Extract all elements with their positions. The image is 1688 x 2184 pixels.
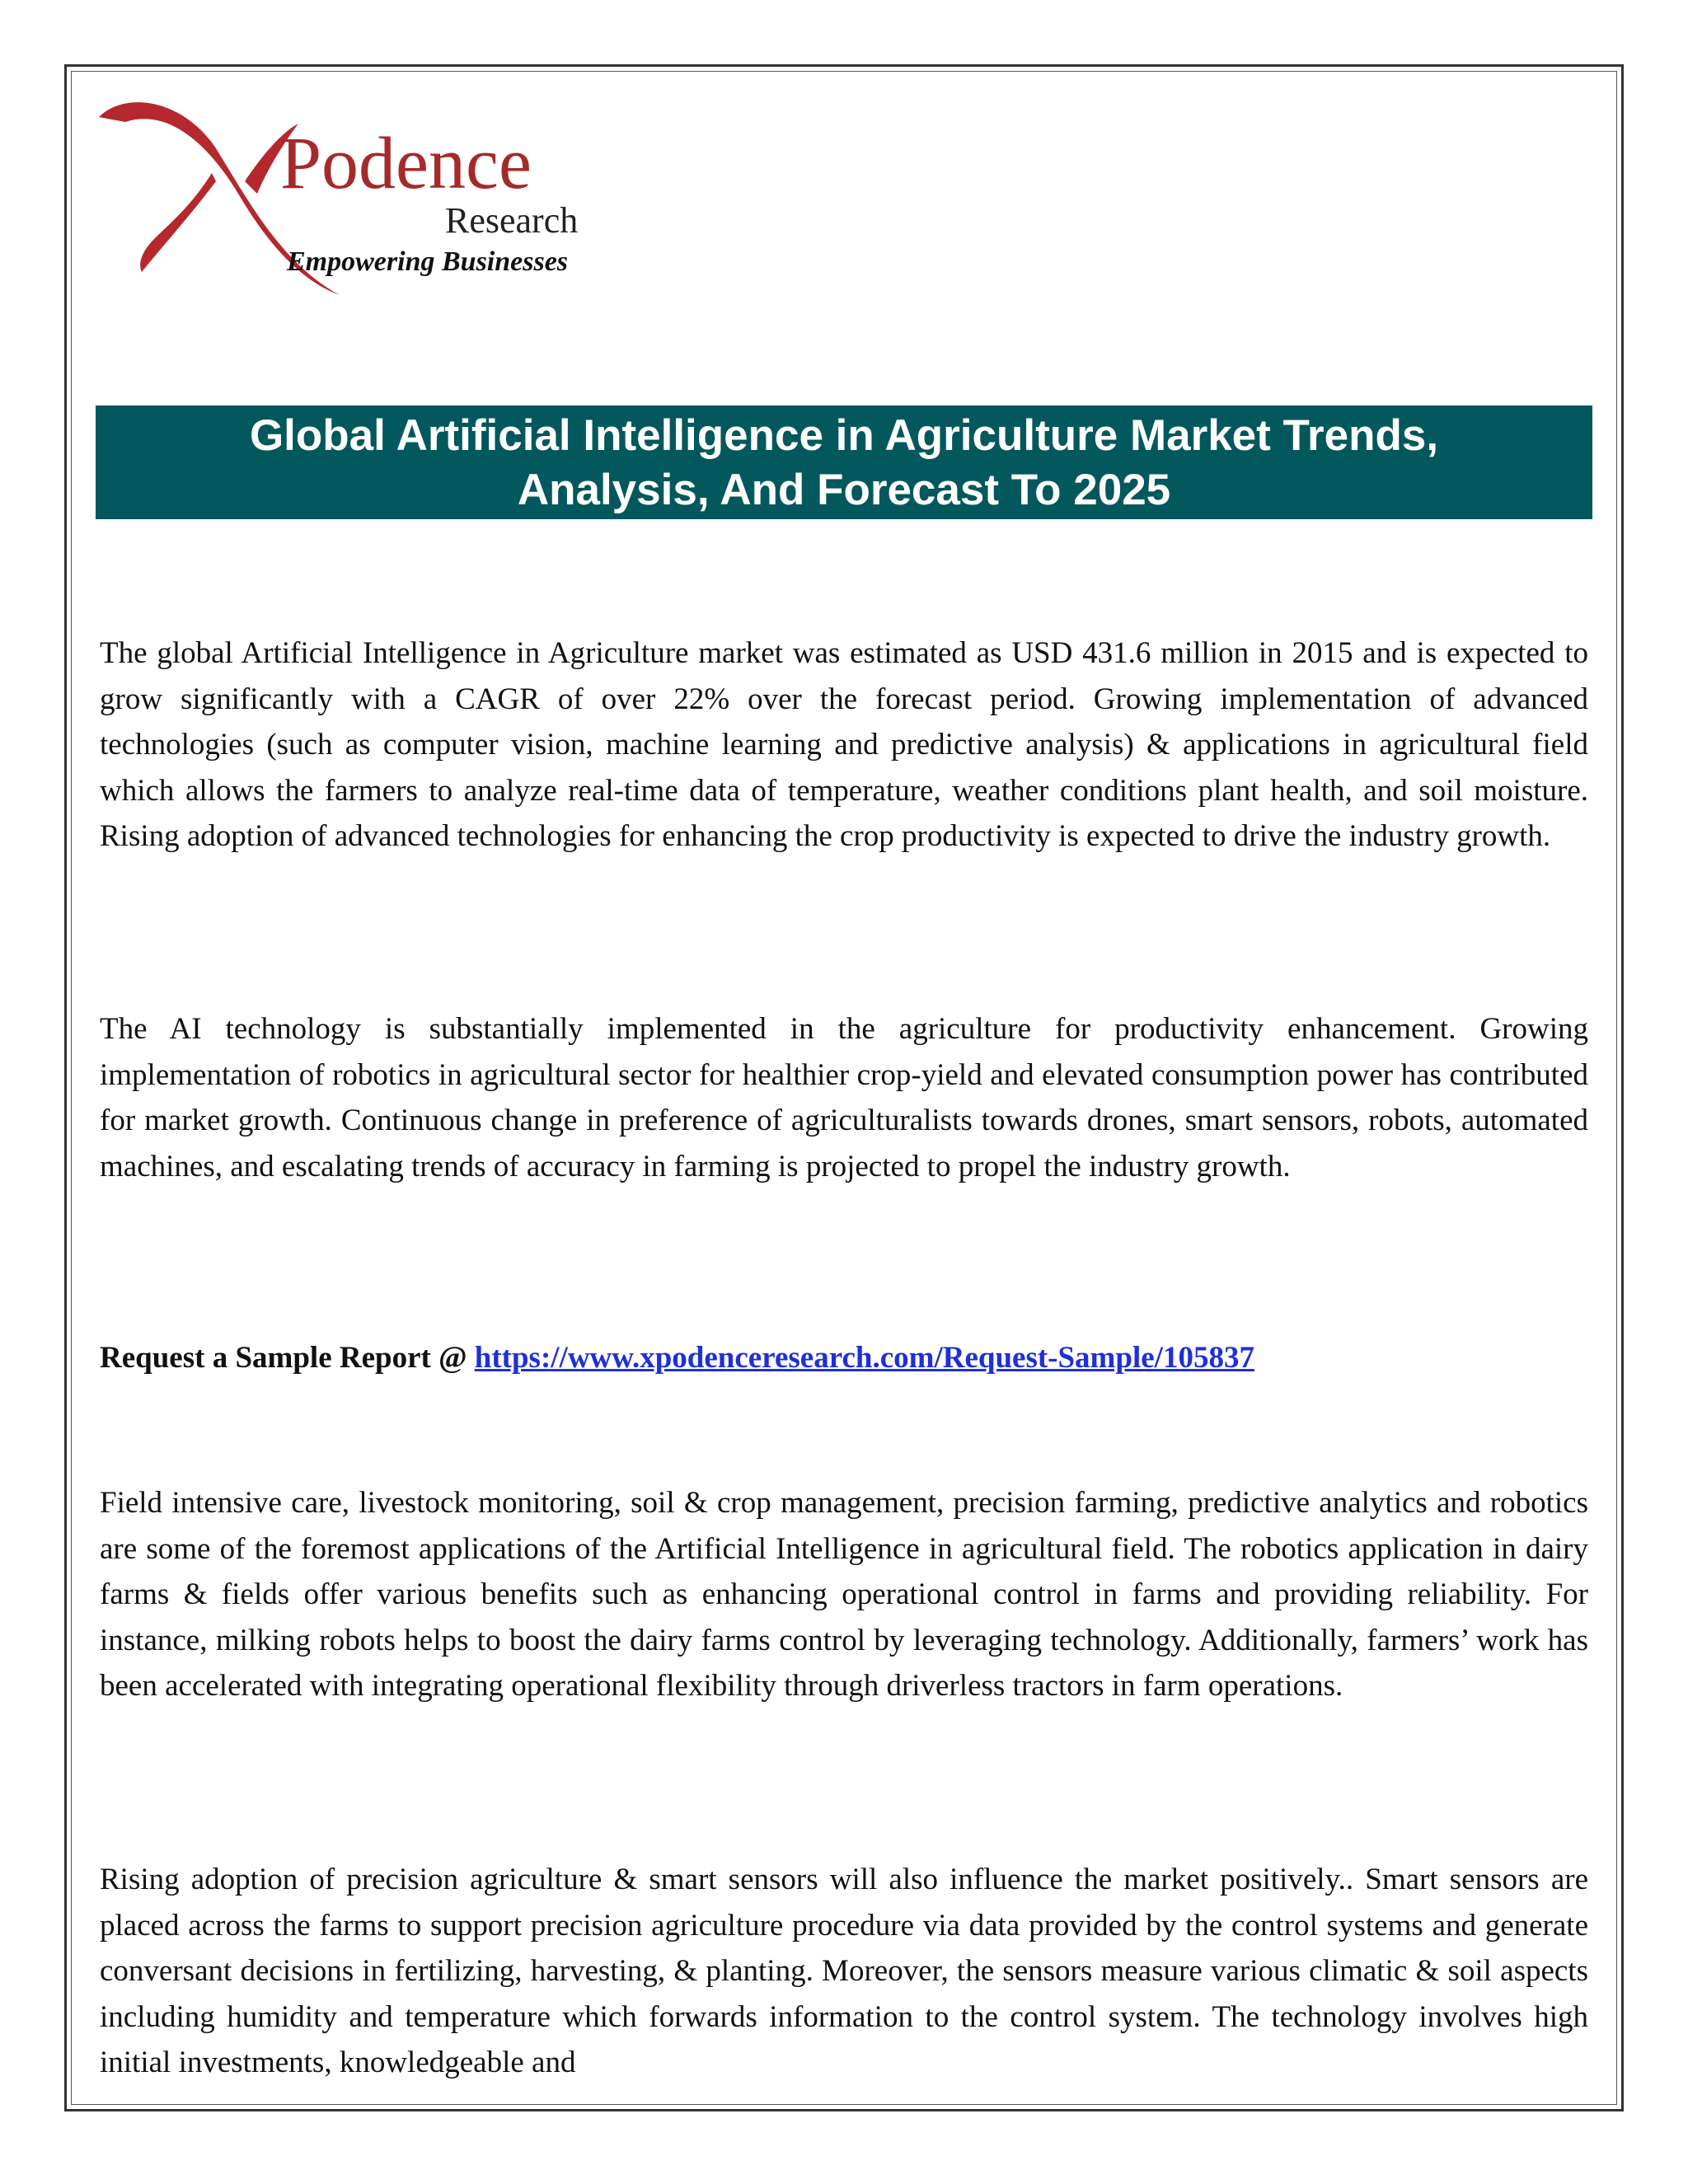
logo-sub-text: Research xyxy=(445,200,579,241)
request-sample-link[interactable]: https://www.xpodenceresearch.com/Request-Sample/105837 xyxy=(474,1341,1254,1375)
paragraph-market-overview: The global Artificial Intelligence in Agriculture market was estimated as USD 431.6 million in 2015 and is expected to grow significantly with a CAGR of over 22% over the forecast period. Growing implementation of advanced technologies (such as computer vision, machine learning and predictive analysis) & applications in agricultural field which allows the farmers to analyze real-time data of temperature, weather conditions plant health, and soil moisture. Rising adoption of advanced technologies for enhancing the crop productivity is expected to drive the industry growth. xyxy=(100,636,1588,853)
logo-brand-text: Podence xyxy=(280,123,532,204)
page-title-line-1: Global Artificial Intelligence in Agriculture Market Trends, xyxy=(249,411,1439,460)
logo-swoosh-left xyxy=(140,173,216,272)
request-sample-line xyxy=(100,1335,1588,1381)
logo-graphic xyxy=(92,91,620,305)
logo-tagline: Empowering Businesses xyxy=(287,246,569,277)
paragraph-applications: Field intensive care, livestock monitoring, soil & crop management, precision farming, predictive analytics and robotics are some of the foremost applications of the Artificial Intelligence in agricultural field. The robotics application in dairy farms & fields offer various benefits such as enhancing operational control in farms and providing reliability. For instance, milking robots helps to boost the dairy farms control by leveraging technology. Additionally, farmers’ work has been accelerated with integrating operational flexibility through driverless tractors in farm operations. xyxy=(100,1486,1588,1703)
paragraph-ai-technology: The AI technology is substantially implemented in the agriculture for productivity enhancement. Growing implementation of robotics in agricultural sector for healthier crop-yield and elevated consumption power has contributed for market growth. Continuous change in preference of agriculturalists towards drones, smart sensors, robots, automated machines, and escalating trends of accuracy in farming is projected to propel the industry growth. xyxy=(100,1012,1588,1183)
xpodence-logo xyxy=(92,91,620,305)
paragraph-smart-sensors: Rising adoption of precision agriculture & smart sensors will also influence the market positively.. Smart sensors are placed across the farms to support precision agriculture procedure via data provided by the control systems and generate conversant decisions in fertilizing, harvesting, & planting. Moreover, the sensors measure various climatic & soil aspects including humidity and temperature which forwards information to the control system. The technology involves high initial investments, knowledgeable and xyxy=(100,1863,1588,2079)
request-sample-label: Request a Sample Report @ xyxy=(100,1341,475,1375)
title-banner xyxy=(96,405,1592,519)
page-title-line-2: Analysis, And Forecast To 2025 xyxy=(517,466,1171,514)
